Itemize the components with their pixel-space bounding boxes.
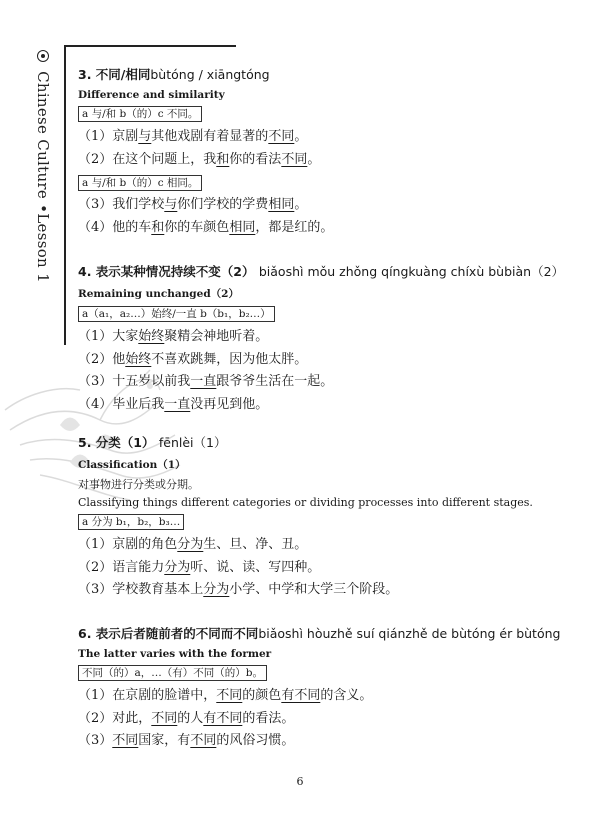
example-line: （2）在这个问题上，我和你的看法不同。 <box>78 151 321 167</box>
section-4 <box>78 262 568 416</box>
pattern-box: a（a₁，a₂…）始终/一直 b（b₁，b₂…） <box>78 306 275 322</box>
example-line: （4）他的车和你的车颜色相同，都是红的。 <box>78 219 334 235</box>
example-line: （3）我们学校与你们学校的学费相同。 <box>78 197 308 212</box>
example-line: （1）京剧的角色分为生、旦、净、丑。 <box>78 537 308 552</box>
pattern-box: a 与/和 b（的）c 相同。 <box>78 175 202 191</box>
section-3 <box>78 65 568 239</box>
pattern-box: 不同（的）a，…（有）不同（的）b。 <box>78 665 267 681</box>
pattern-box: a 分为 b₁，b₂，b₃… <box>78 514 184 530</box>
example-line: （1）京剧与其他戏剧有着显著的不同。 <box>78 129 308 144</box>
sidebar-rule <box>64 45 66 345</box>
section-title: 6. 表示后者随前者的不同而不同biǎoshì hòuzhě suí qiánzhě de bùtóng ér bùtóng <box>78 626 561 641</box>
description-chinese: 对事物进行分类或分期。 <box>78 478 199 491</box>
section-title: 3. 不同/相同bùtóng / xiāngtóng <box>78 67 270 82</box>
sidebar-tab <box>0 0 66 345</box>
bullet-circle-icon <box>37 50 49 62</box>
page-number: 6 <box>296 775 304 788</box>
section-subtitle: Remaining unchanged（2） <box>78 288 239 300</box>
section-5 <box>78 433 568 602</box>
example-line: （2）对此，不同的人有不同的看法。 <box>78 710 295 726</box>
description-english: Classifying things different categories or dividing processes into different stages. <box>78 496 533 509</box>
example-line: （1）大家始终聚精会神地听着。 <box>78 329 269 344</box>
section-subtitle: Difference and similarity <box>78 89 225 101</box>
lesson-label <box>34 50 52 283</box>
example-line: （3）不同国家，有不同的风俗习惯。 <box>78 733 295 748</box>
example-line: （1）在京剧的脸谱中，不同的颜色有不同的含义。 <box>78 688 373 703</box>
example-line: （3）学校教育基本上分为小学、中学和大学三个阶段。 <box>78 582 399 597</box>
example-line: （2）语言能力分为听、说、读、写四种。 <box>78 559 321 575</box>
section-title: 5. 分类（1） fēnlèi（1） <box>78 435 227 450</box>
example-line: （4）毕业后我一直没再见到他。 <box>78 396 269 412</box>
example-line: （3）十五岁以前我一直跟爷爷生活在一起。 <box>78 374 334 389</box>
section-subtitle: Classification（1） <box>78 459 186 471</box>
header-rule <box>64 45 236 47</box>
section-subtitle: The latter varies with the former <box>78 648 272 660</box>
example-line: （2）他始终不喜欢跳舞，因为他太胖。 <box>78 351 308 367</box>
pattern-box: a 与/和 b（的）c 不同。 <box>78 106 202 122</box>
section-6 <box>78 624 568 753</box>
section-title: 4. 表示某种情况持续不变（2） biǎoshì mǒu zhǒng qíngkuàng chíxù bùbiàn（2） <box>78 264 565 279</box>
lesson-label-text: Chinese Culture •Lesson 1 <box>34 71 52 283</box>
